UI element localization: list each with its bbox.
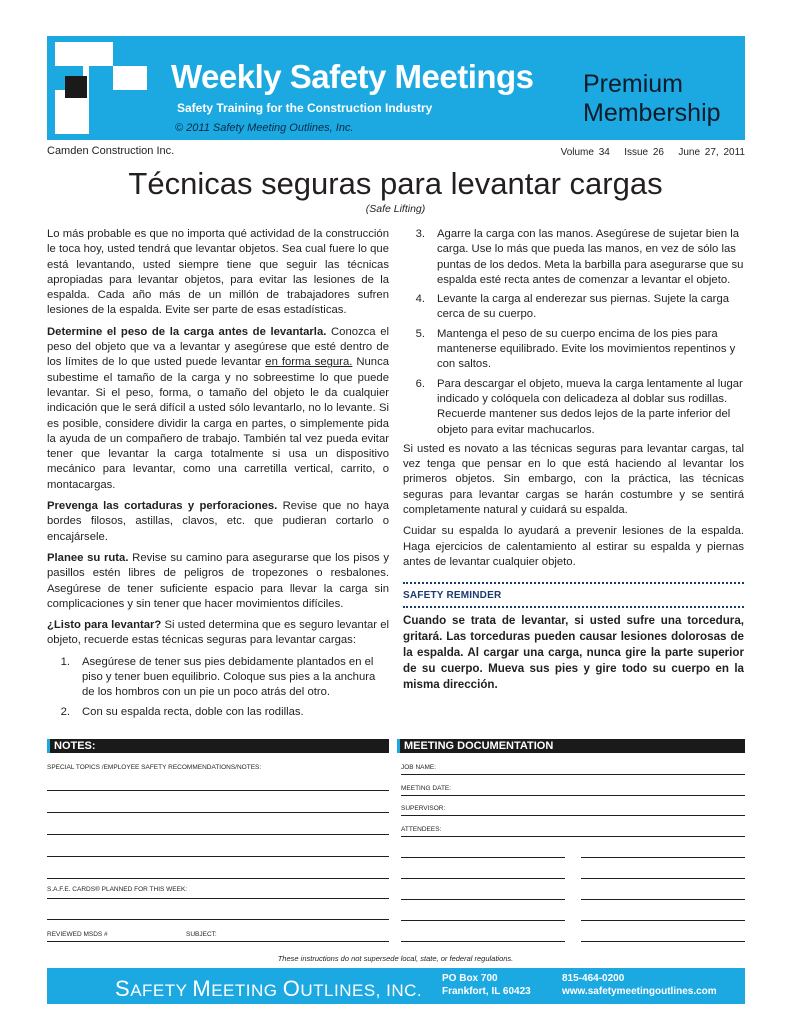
steps-list-left bbox=[47, 655, 389, 720]
attendee-line[interactable] bbox=[401, 899, 565, 900]
job-name-label: JOB NAME: bbox=[401, 764, 437, 771]
notes-line[interactable] bbox=[47, 790, 389, 791]
safe-cards-line[interactable] bbox=[47, 898, 389, 899]
attendee-line[interactable] bbox=[581, 857, 745, 858]
company-logo bbox=[55, 42, 147, 134]
attendee-line[interactable] bbox=[401, 857, 565, 858]
premium-line-1: Premium bbox=[583, 70, 684, 98]
subject-label: SUBJECT: bbox=[186, 931, 217, 938]
safety-reminder-text: Cuando se trata de levantar, si usted sufre una torcedura, gritará. Las torceduras pueden causar lesiones dolorosas de la espalda. Al cargar una carga, nunca gire la parte superior de su cuerpo. Mueva sus pies y gire todo su cuerpo en la misma dirección. bbox=[403, 613, 744, 691]
notes-line[interactable] bbox=[47, 856, 389, 857]
city-zip: Frankfort, IL 60423 bbox=[442, 986, 531, 997]
supervisor-label: SUPERVISOR: bbox=[401, 805, 446, 812]
copyright: © 2011 Safety Meeting Outlines, Inc. bbox=[175, 122, 354, 134]
phone-number: 815-464-0200 bbox=[562, 973, 625, 984]
attendees-label: ATTENDEES: bbox=[401, 826, 442, 833]
documentation-header-bar: MEETING DOCUMENTATION bbox=[397, 739, 745, 753]
attendee-line[interactable] bbox=[581, 941, 745, 942]
meeting-date-label: MEETING DATE: bbox=[401, 785, 452, 792]
website-link[interactable]: www.safetymeetingoutlines.com bbox=[562, 986, 717, 997]
list-item: 1. Asegúrese de tener sus pies debidamente plantados en el piso y tener buen equilibrio. Coloque sus pies a la anchura de los hombros con un pie un poco atrás del otro. bbox=[60, 655, 376, 699]
footer-banner bbox=[47, 968, 745, 1004]
issue-date: June 27, 2011 bbox=[678, 147, 745, 158]
notes-line[interactable] bbox=[47, 812, 389, 813]
cuts-heading: Prevenga las cortaduras y perforaciones. bbox=[47, 500, 278, 513]
special-topics-label: SPECIAL TOPICS /EMPLOYEE SAFETY RECOMMENDATIONS/NOTES: bbox=[47, 764, 262, 771]
supervisor-field[interactable] bbox=[401, 815, 745, 816]
issue: Issue 26 bbox=[624, 147, 664, 158]
issue-info bbox=[561, 147, 745, 158]
volume: Volume 34 bbox=[560, 147, 610, 158]
notes-header-bar: NOTES: bbox=[47, 739, 389, 753]
route-paragraph: Planee su ruta. Revise su camino para asegurarse que los pisos y pasillos estén libres de peligros de tropezones o resbalones. Asegúrese de tener suficiente espacio para llevar la carga sin complicaciones y sin tener que hacer movimientos difíciles. bbox=[47, 551, 389, 610]
list-item: 4. Levante la carga al enderezar sus piernas. Sujete la carga cerca de su cuerpo. bbox=[415, 293, 730, 321]
premium-line-2: Membership bbox=[583, 99, 721, 127]
msds-line[interactable] bbox=[47, 941, 389, 942]
disclaimer: These instructions do not supersede local, state, or federal regulations. bbox=[277, 954, 514, 963]
safety-reminder bbox=[403, 582, 744, 692]
newsletter-title: Weekly Safety Meetings bbox=[171, 58, 534, 95]
cuts-paragraph: Prevenga las cortaduras y perforaciones. Revise que no haya bordes filosos, astillas, clavos, etc. que pudieran cortarlo o encajársele. bbox=[47, 500, 389, 543]
footer-address bbox=[442, 972, 531, 998]
left-column bbox=[47, 227, 389, 724]
msds-label: REVIEWED MSDS # bbox=[47, 931, 108, 938]
newsletter-tagline: Safety Training for the Construction Industry bbox=[177, 101, 433, 115]
ready-heading: ¿Listo para levantar? bbox=[47, 619, 162, 632]
intro-paragraph: Lo más probable es que no importa qué actividad de la construcción le toca hoy, usted tendrá que levantar objetos. Sea cual fuere lo que está levantando, usted siempre tiene que seguir las técnicas apropiadas para levantar objetos, para evitar las lesiones de la espalda. Cada año más de un millón de trabajadores sufren lesiones de la espalda. Evite ser parte de esas estadísticas. bbox=[47, 228, 389, 317]
company-name: Camden Construction Inc. bbox=[47, 145, 175, 157]
safe-cards-label: S.A.F.E. CARDS® PLANNED FOR THIS WEEK: bbox=[47, 886, 188, 893]
attendee-line[interactable] bbox=[401, 878, 565, 879]
novice-paragraph: Si usted es novato a las técnicas seguras para levantar cargas, tal vez tenga que pensar en lo que está haciendo al levantar los primeros objetos. Sin embargo, con la práctica, las técnicas seguras para levantar cargas se harán costumbre y se sentirá completamente natural y cuidará su espalda. bbox=[403, 442, 744, 517]
safe-cards-line[interactable] bbox=[47, 919, 389, 920]
attendee-line[interactable] bbox=[401, 920, 565, 921]
premium-membership bbox=[583, 70, 721, 128]
route-heading: Planee su ruta. bbox=[47, 551, 129, 564]
attendee-line[interactable] bbox=[581, 920, 745, 921]
attendee-line[interactable] bbox=[581, 878, 745, 879]
notes-line[interactable] bbox=[47, 834, 389, 835]
footer-contact bbox=[562, 972, 717, 998]
job-name-field[interactable] bbox=[401, 774, 745, 775]
list-item: 6. Para descargar el objeto, mueva la carga lentamente al lugar indicado y colóquela con delicadeza al doblar sus rodillas. Recuerde mantener sus dedos lejos de la parte inferior del objeto para evitar machucarlos. bbox=[415, 377, 743, 436]
attendees-field[interactable] bbox=[401, 836, 745, 837]
list-item: 5. Mantenga el peso de su cuerpo encima de los pies para mantenerse equilibrado. Evite los movimientos repentinos y con saltos. bbox=[415, 327, 736, 371]
notes-line[interactable] bbox=[47, 878, 389, 879]
list-item: 3. Agarre la carga con las manos. Asegúrese de sujetar bien la carga. Use lo más que pueda las manos, en vez de sólo las puntas de los dedos. Meta la barbilla para asegurarse que su espalda esté recta antes de comenzar a levantar el objeto. bbox=[415, 228, 744, 286]
attendee-line[interactable] bbox=[401, 941, 565, 942]
attendee-line[interactable] bbox=[581, 899, 745, 900]
meeting-date-field[interactable] bbox=[401, 795, 745, 796]
header-banner bbox=[47, 36, 745, 140]
weight-heading: Determine el peso de la carga antes de levantarla. bbox=[47, 325, 327, 338]
po-box: PO Box 700 bbox=[442, 973, 498, 984]
safety-reminder-heading: SAFETY REMINDER bbox=[403, 588, 744, 607]
list-item: 2. Con su espalda recta, doble con las rodillas. bbox=[60, 705, 304, 718]
weight-paragraph: Determine el peso de la carga antes de levantarla. Conozca el peso del objeto que va a levantar y asegúrese que esté dentro de los límites de lo que usted puede levantar en forma segura. Nunca subestime el tamaño de la carga y no sobreestime lo que puede levantar. Si el peso, forma, o tamaño del objeto le da cualquier indicación que le será difícil a usted sólo levantarlo, no lo levante. Si es posible, considere dividir la carga en partes, o simplemente pida la ayuda de un compañero de trabajo. También tal vez pueda evitar tener que levantar la carga totalmente si usa un dispositivo mecánico para levantar, como una carretilla vertical, carrito, o montacargas. bbox=[47, 325, 390, 491]
footer-company-name: SAFETY MEETING OUTLINES, INC. bbox=[115, 976, 423, 1001]
right-column bbox=[403, 227, 744, 693]
steps-list-right bbox=[403, 227, 744, 438]
ready-paragraph: ¿Listo para levantar? Si usted determina que es seguro levantar el objeto, recuerde estas técnicas seguras para levantar cargas: bbox=[47, 619, 389, 647]
logo-squares-icon bbox=[55, 42, 147, 134]
article-title: Técnicas seguras para levantar cargas bbox=[128, 166, 663, 201]
care-paragraph: Cuidar su espalda lo ayudará a prevenir lesiones de la espalda. Haga ejercicios de calentamiento al estirar su espalda y piernas antes de levantar cualquier objeto. bbox=[403, 525, 744, 568]
article-subtitle: (Safe Lifting) bbox=[365, 203, 426, 215]
